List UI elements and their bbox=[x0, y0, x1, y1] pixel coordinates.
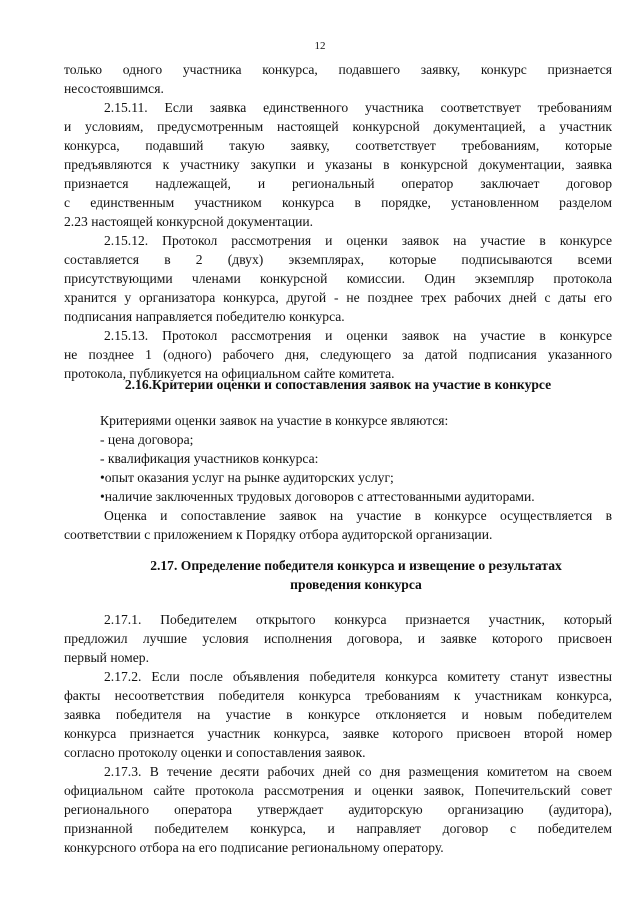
criteria-intro: Критериями оценки заявок на участие в конкурсе являются: bbox=[100, 413, 449, 428]
paragraph-2-17-2: 2.17.2. Если после объявления победителя конкурса комитету станут известны bbox=[104, 669, 612, 684]
paragraph-line: признанной победителем конкурса, и направляет договор с победителем bbox=[64, 821, 612, 836]
paragraph-line: присутствующими членами конкурсной комиссии. Один экземпляр протокола bbox=[64, 271, 612, 286]
section-215-continuation bbox=[64, 60, 612, 383]
paragraph-line: подписания направляется победителю конкурса. bbox=[64, 309, 345, 324]
paragraph-line: только одного участника конкурса, подавшего заявку, конкурс признается bbox=[64, 62, 612, 77]
criteria-closing: Оценка и сопоставление заявок на участие в конкурсе осуществляется в bbox=[104, 508, 612, 523]
section-heading: 2.17. Определение победителя конкурса и извещение о результатах bbox=[150, 558, 562, 573]
criteria-item: - цена договора; bbox=[100, 432, 194, 447]
page-number: 12 bbox=[314, 40, 326, 52]
paragraph-line: соответствии с приложением к Порядку отбора аудиторской организации. bbox=[64, 527, 493, 542]
paragraph-line: официальном сайте протокола рассмотрения и оценки заявок, Попечительский совет bbox=[64, 783, 612, 798]
paragraph-line: конкурса признается участник конкурса, заявке которого присвоен второй номер bbox=[64, 726, 612, 741]
paragraph-line: не позднее 1 (одного) рабочего дня, следующего за датой подписания указанного bbox=[64, 347, 612, 362]
section-216-heading-block bbox=[64, 375, 612, 394]
section-217-body bbox=[64, 610, 612, 857]
paragraph-line: и условиям, предусмотренным настоящей конкурсной документацией, а участник bbox=[64, 119, 612, 134]
criteria-item: •опыт оказания услуг на рынке аудиторских услуг; bbox=[100, 470, 394, 485]
paragraph-line: предъявляются к участнику закупки и указаны в конкурсной документации, заявка bbox=[64, 157, 612, 172]
paragraph-line: факты несоответствия победителя конкурса требованиям к участникам конкурса, bbox=[64, 688, 612, 703]
section-217-heading-block bbox=[64, 556, 612, 594]
criteria-item: •наличие заключенных трудовых договоров с аттестованными аудиторами. bbox=[100, 489, 535, 504]
paragraph-2-15-11: 2.15.11. Если заявка единственного участника соответствует требованиям bbox=[104, 100, 612, 115]
paragraph-2-17-3: 2.17.3. В течение десяти рабочих дней со дня размещения комитетом на своем bbox=[104, 764, 612, 779]
paragraph-line: первый номер. bbox=[64, 650, 149, 665]
section-heading-line-2: проведения конкурса bbox=[290, 577, 422, 592]
paragraph-2-15-13: 2.15.13. Протокол рассмотрения и оценки заявок на участие в конкурсе bbox=[104, 328, 612, 343]
paragraph-line: конкурса, подавший такую заявку, соответствует требованиям, которые bbox=[64, 138, 612, 153]
paragraph-line: хранится у организатора конкурса, другой - не позднее трех рабочих дней с даты его bbox=[64, 290, 612, 305]
paragraph-line: предложил лучшие условия исполнения договора, и заявке которого присвоен bbox=[64, 631, 612, 646]
paragraph-line: составляется в 2 (двух) экземплярах, которые подписываются всеми bbox=[64, 252, 612, 267]
paragraph-line: несостоявшимся. bbox=[64, 81, 164, 96]
paragraph-2-17-1: 2.17.1. Победителем открытого конкурса признается участник, который bbox=[104, 612, 612, 627]
paragraph-line: согласно протоколу оценки и сопоставления заявок. bbox=[64, 745, 366, 760]
paragraph-2-15-12: 2.15.12. Протокол рассмотрения и оценки заявок на участие в конкурсе bbox=[104, 233, 612, 248]
paragraph-line: с единственным участником конкурса в порядке, установленном разделом bbox=[64, 195, 612, 210]
paragraph-line: регионального оператора утверждает аудиторскую организацию (аудитора), bbox=[64, 802, 612, 817]
section-heading: 2.16.Критерии оценки и сопоставления заявок на участие в конкурсе bbox=[124, 377, 552, 392]
paragraph-line: протокола, публикуется на официальном сайте комитета. bbox=[64, 366, 395, 381]
criteria-item: - квалификация участников конкурса: bbox=[100, 451, 319, 466]
paragraph-line: признается надлежащей, и региональный оператор заключает договор bbox=[64, 176, 612, 191]
paragraph-line: заявка победителя на участие в конкурсе отклоняется и новым победителем bbox=[64, 707, 612, 722]
paragraph-line: конкурсного отбора на его подписание региональному оператору. bbox=[64, 840, 444, 855]
paragraph-line: 2.23 настоящей конкурсной документации. bbox=[64, 214, 314, 229]
section-216-body bbox=[64, 411, 612, 544]
